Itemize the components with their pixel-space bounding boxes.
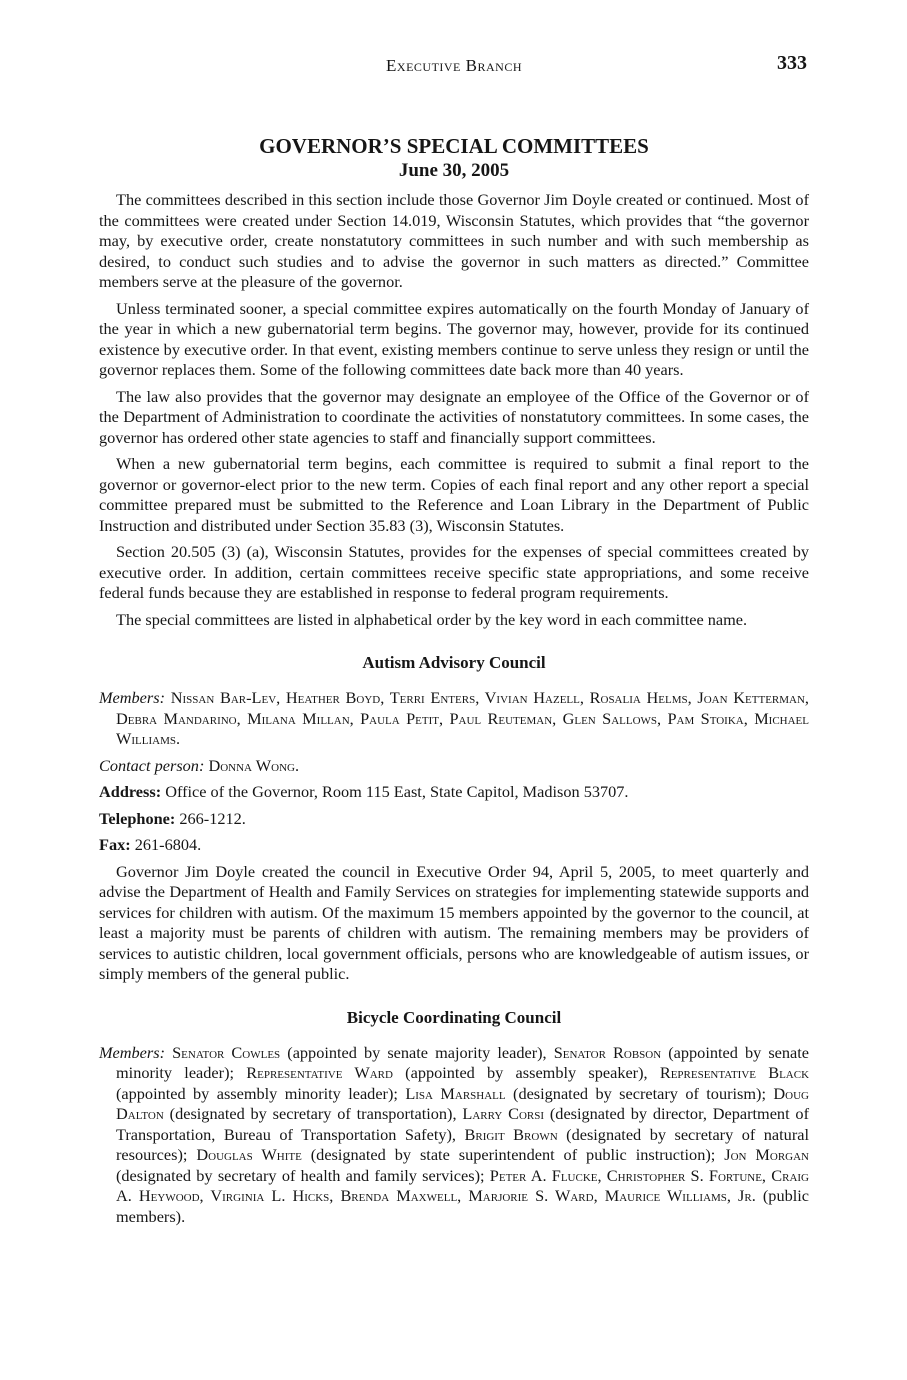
running-title: Executive Branch — [386, 56, 522, 75]
member-role: (appointed by senate majority leader), — [280, 1042, 554, 1062]
member-role: (designated by secretary of health and family services); — [116, 1165, 490, 1185]
section-title: GOVERNOR’S SPECIAL COMMITTEES — [259, 134, 649, 158]
address-label: Address: — [99, 782, 162, 801]
autism-council-section — [99, 652, 809, 985]
address-value: Office of the Governor, Room 115 East, State Capitol, Madison 53707. — [165, 782, 629, 801]
contact-name: Donna Wong. — [208, 755, 300, 775]
members-list — [99, 688, 809, 750]
member-role: (appointed by assembly speaker), — [392, 1063, 660, 1082]
member-role: (designated by state superintendent of public instruction); — [301, 1145, 725, 1164]
intro-paragraph: When a new gubernatorial term begins, each committee is required to submit a final report to the governor or governor-elect prior to the new term. Copies of each final report and any other report a special committee prepared must be submitted to the Reference and Loan Library in the Department of Public Instruction and distributed under Section 35.83 (3), Wisconsin Statutes. — [99, 454, 809, 535]
member-name: Senator Cowles — [172, 1042, 281, 1062]
member-name: Representative Black — [659, 1063, 810, 1082]
telephone-label: Telephone: — [99, 808, 176, 828]
members-list — [99, 1043, 809, 1228]
member-name: Brigit Brown — [464, 1124, 558, 1144]
intro-paragraph: The special committees are listed in alphabetical order by the key word in each committee name. — [116, 609, 748, 629]
intro-paragraph: Section 20.505 (3) (a), Wisconsin Statutes, provides for the expenses of special committees created by executive order. In addition, certain committees receive specific state appropriations, and some receive federal funds because they are established in response to federal program requirements. — [99, 542, 809, 602]
committee-description: Governor Jim Doyle created the council in Executive Order 94, April 5, 2005, to meet quarterly and advise the Department of Health and Family Services on strategies for implementing statewide supports and services for children with autism. Of the maximum 15 members appointed by the governor to the council, at least a majority must be parents of children with autism. The remaining members may be providers of services to autistic children, local government officials, persons who are knowledgeable of autism issues, or simply members of the general public. — [99, 861, 809, 983]
section-date: June 30, 2005 — [398, 160, 510, 181]
intro-paragraph: The law also provides that the governor may designate an employee of the Office of the Governor or of the Department of Administration to coordinate the activities of nonstatutory committees. In some cases, the governor has ordered other state agencies to staff and financially support committees. — [99, 386, 809, 447]
intro-paragraph: Unless terminated sooner, a special committee expires automatically on the fourth Monday of January of the year in which a new gubernatorial term begins. The governor may, however, provide for its continued existence by executive order. In that event, existing members continue to serve unless they resign or until the governor replaces them. Some of the following committees date back more than 40 years. — [99, 298, 809, 379]
member-name: Representative Ward — [246, 1063, 393, 1082]
page-number: 333 — [777, 52, 807, 74]
members-names: Nissan Bar-Lev, Heather Boyd, Terri Enters, Vivian Hazell, Rosalia Helms, Joan Ketterman, Debra Mandarino, Milana Millan, Paula Petit, Paul Reuteman, Glen Sallows, Pam Stoika, Michael Williams. — [116, 688, 809, 748]
document-page — [99, 48, 809, 1233]
telephone-value: 266-1212. — [179, 808, 246, 828]
member-role: (appointed by senate minority leader); — [116, 1042, 810, 1082]
member-role: (designated by director, Department of Transportation, Bureau of Transportation Safety), — [116, 1104, 809, 1144]
fax — [99, 835, 809, 856]
member-role: (appointed by assembly minority leader); — [116, 1083, 406, 1103]
telephone — [99, 809, 809, 830]
member-name: Douglas White — [196, 1145, 302, 1164]
contact-label: Contact person: — [99, 755, 205, 775]
members-label: Members: — [99, 688, 166, 707]
members-names — [116, 1043, 809, 1226]
intro-section — [99, 190, 809, 630]
committee-heading: Bicycle Coordinating Council — [346, 1007, 562, 1027]
fax-value: 261-6804. — [134, 835, 202, 854]
address — [99, 782, 809, 803]
fax-label: Fax: — [99, 835, 131, 854]
member-role: (public members). — [116, 1186, 810, 1226]
member-name: Jon Morgan — [724, 1145, 809, 1164]
member-name: Peter A. Flucke, Christopher S. Fortune, Craig A. Heywood, Virginia L. Hicks, Brenda Maxwell, Marjorie S. Ward, Maurice Williams, Jr. — [116, 1165, 809, 1205]
bicycle-council-section — [99, 1007, 809, 1228]
contact-person — [99, 756, 809, 777]
member-name: Doug Dalton — [116, 1083, 809, 1123]
member-name: Senator Robson — [553, 1042, 662, 1062]
committee-heading: Autism Advisory Council — [362, 653, 546, 672]
members-label: Members: — [99, 1042, 166, 1062]
member-role: (designated by secretary of natural resources); — [116, 1124, 809, 1164]
intro-paragraph: The committees described in this section include those Governor Jim Doyle created or continued. Most of the committees were created under Section 14.019, Wisconsin Statutes, which provides that “the governor may, by executive order, create nonstatutory committees in such number and with such membership as desired, to conduct such studies and to advise the governor in such matters as directed.” Committee members serve at the pleasure of the governor. — [99, 190, 809, 291]
member-name: Lisa Marshall — [405, 1083, 506, 1103]
member-role: (designated by secretary of transportation), — [163, 1104, 463, 1123]
member-name: Larry Corsi — [462, 1104, 545, 1123]
member-role: (designated by secretary of tourism); — [505, 1083, 774, 1103]
running-header — [99, 48, 809, 88]
